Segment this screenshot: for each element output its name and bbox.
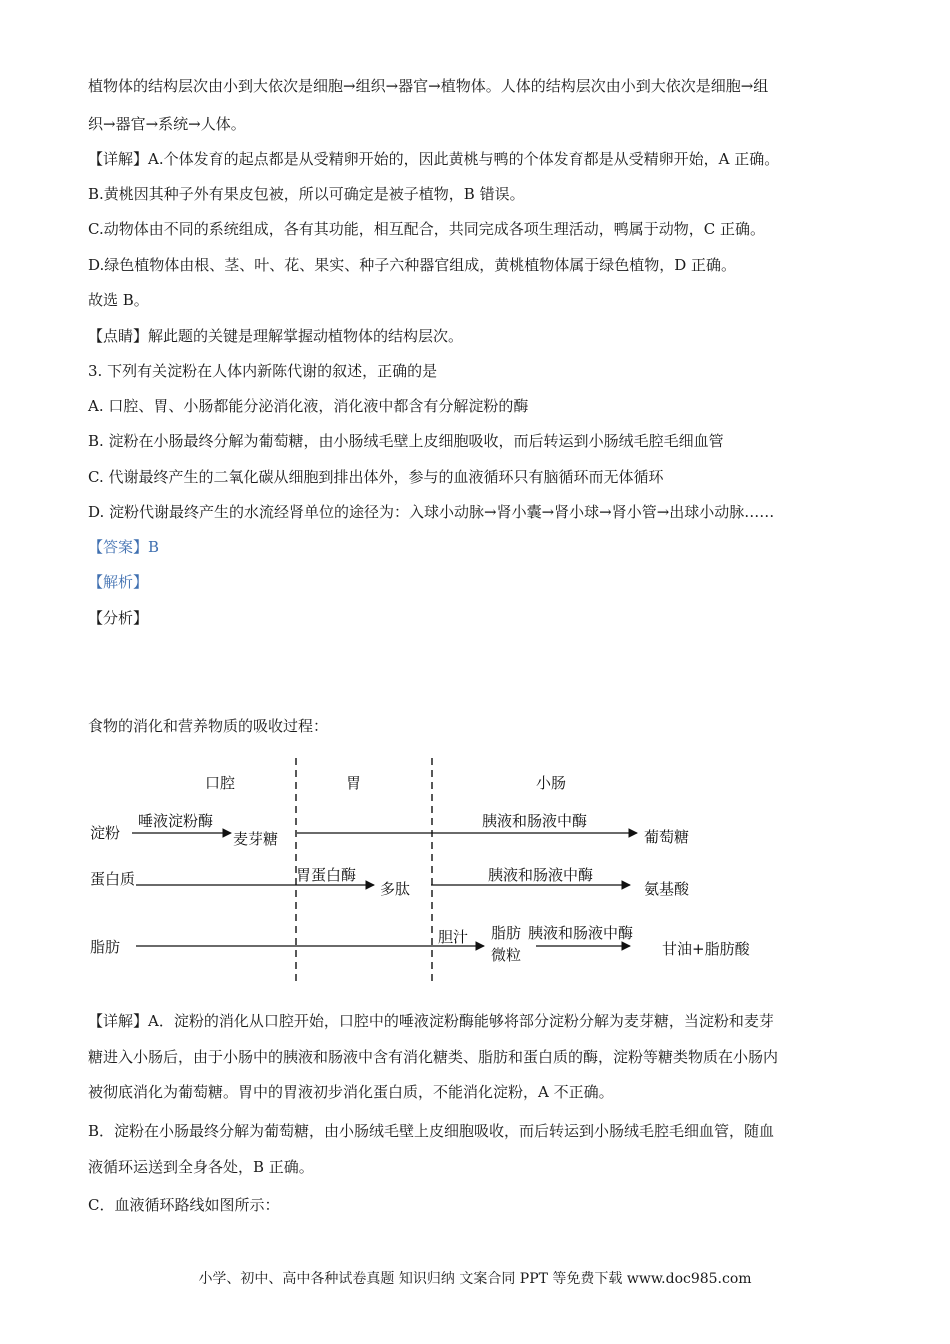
fat-enzyme-pancreatic: 胰液和肠液中酶 (528, 924, 634, 942)
fat-product-droplet-line2: 微粒 (491, 946, 522, 964)
fat-enzyme-bile: 胆汁 (438, 928, 469, 946)
protein-product-aminoacid: 氨基酸 (644, 880, 690, 898)
text-line: A. 口腔、胃、小肠都能分泌消化液，消化液中都含有分解淀粉的酶 (88, 397, 529, 415)
header-stomach: 胃 (346, 774, 362, 792)
fat-label: 脂肪 (90, 938, 121, 956)
text-line: 【解析】 (88, 573, 149, 591)
text-line: 【详解】A．淀粉的消化从口腔开始，口腔中的唾液淀粉酶能够将部分淀粉分解为麦芽糖，当淀粉和麦芽 (88, 1012, 774, 1030)
starch-enzyme-saliva: 唾液淀粉酶 (138, 812, 214, 830)
text-line: D.绿色植物体由根、茎、叶、花、果实、种子六种器官组成，黄桃植物体属于绿色植物，D 正确。 (88, 256, 737, 274)
protein-label: 蛋白质 (90, 870, 136, 888)
starch-product-maltose: 麦芽糖 (233, 830, 279, 848)
fat-product-droplet-line1: 脂肪 (491, 924, 522, 942)
text-line: 食物的消化和营养物质的吸收过程： (88, 717, 329, 735)
text-line: 糖进入小肠后，由于小肠中的胰液和肠液中含有消化糖类、脂肪和蛋白质的酶，淀粉等糖类物质在小肠内 (88, 1048, 779, 1066)
text-line: B.黄桃因其种子外有果皮包被，所以可确定是被子植物，B 错误。 (88, 185, 525, 203)
text-line: 植物体的结构层次由小到大依次是细胞→组织→器官→植物体。人体的结构层次由小到大依次是细胞→组 (88, 77, 769, 95)
starch-enzyme-pancreatic: 胰液和肠液中酶 (482, 812, 588, 830)
text-line: 【详解】A.个体发育的起点都是从受精卵开始的，因此黄桃与鸭的个体发育都是从受精卵开始，A 正确。 (88, 150, 780, 168)
text-line: 【答案】B (88, 538, 160, 556)
footer-ad: 小学、初中、高中各种试卷真题 知识归纳 文案合同 PPT 等免费下载 www.doc985.com (198, 1271, 752, 1287)
protein-enzyme-pepsin: 胃蛋白酶 (296, 866, 357, 884)
text-line: C.动物体由不同的系统组成，各有其功能，相互配合，共同完成各项生理活动，鸭属于动物，C 正确。 (88, 220, 765, 238)
text-line: C．血液循环路线如图所示： (88, 1196, 280, 1214)
text-line: B. 淀粉在小肠最终分解为葡萄糖，由小肠绒毛壁上皮细胞吸收，而后转运到小肠绒毛腔毛细血管 (88, 432, 724, 450)
text-line: 织→器官→系统→人体。 (88, 115, 246, 133)
text-line: B．淀粉在小肠最终分解为葡萄糖，由小肠绒毛壁上皮细胞吸收，而后转运到小肠绒毛腔毛细血管，随血 (88, 1122, 775, 1140)
starch-product-glucose: 葡萄糖 (644, 828, 690, 846)
text-line: 【分析】 (88, 609, 149, 627)
text-line: 【点睛】解此题的关键是理解掌握动植物体的结构层次。 (88, 327, 464, 345)
starch-label: 淀粉 (90, 824, 121, 842)
text-line: 3. 下列有关淀粉在人体内新陈代谢的叙述，正确的是 (88, 362, 438, 380)
fat-product-glycerol: 甘油+脂肪酸 (662, 940, 750, 958)
protein-enzyme-pancreatic: 胰液和肠液中酶 (488, 866, 594, 884)
text-line: 故选 B。 (88, 291, 149, 309)
text-line: 被彻底消化为葡萄糖。胃中的胃液初步消化蛋白质，不能消化淀粉，A 不正确。 (88, 1083, 614, 1101)
digestion-diagram (84, 756, 784, 988)
text-line: 液循环运送到全身各处，B 正确。 (88, 1158, 314, 1176)
text-line: C. 代谢最终产生的二氧化碳从细胞到排出体外，参与的血液循环只有脑循环而无体循环 (88, 468, 664, 486)
header-intestine: 小肠 (536, 774, 567, 792)
text-line: D. 淀粉代谢最终产生的水流经肾单位的途径为：入球小动脉→肾小囊→肾小球→肾小管→出球小动脉…… (88, 503, 775, 521)
protein-product-peptide: 多肽 (380, 880, 411, 898)
header-mouth: 口腔 (205, 774, 236, 792)
